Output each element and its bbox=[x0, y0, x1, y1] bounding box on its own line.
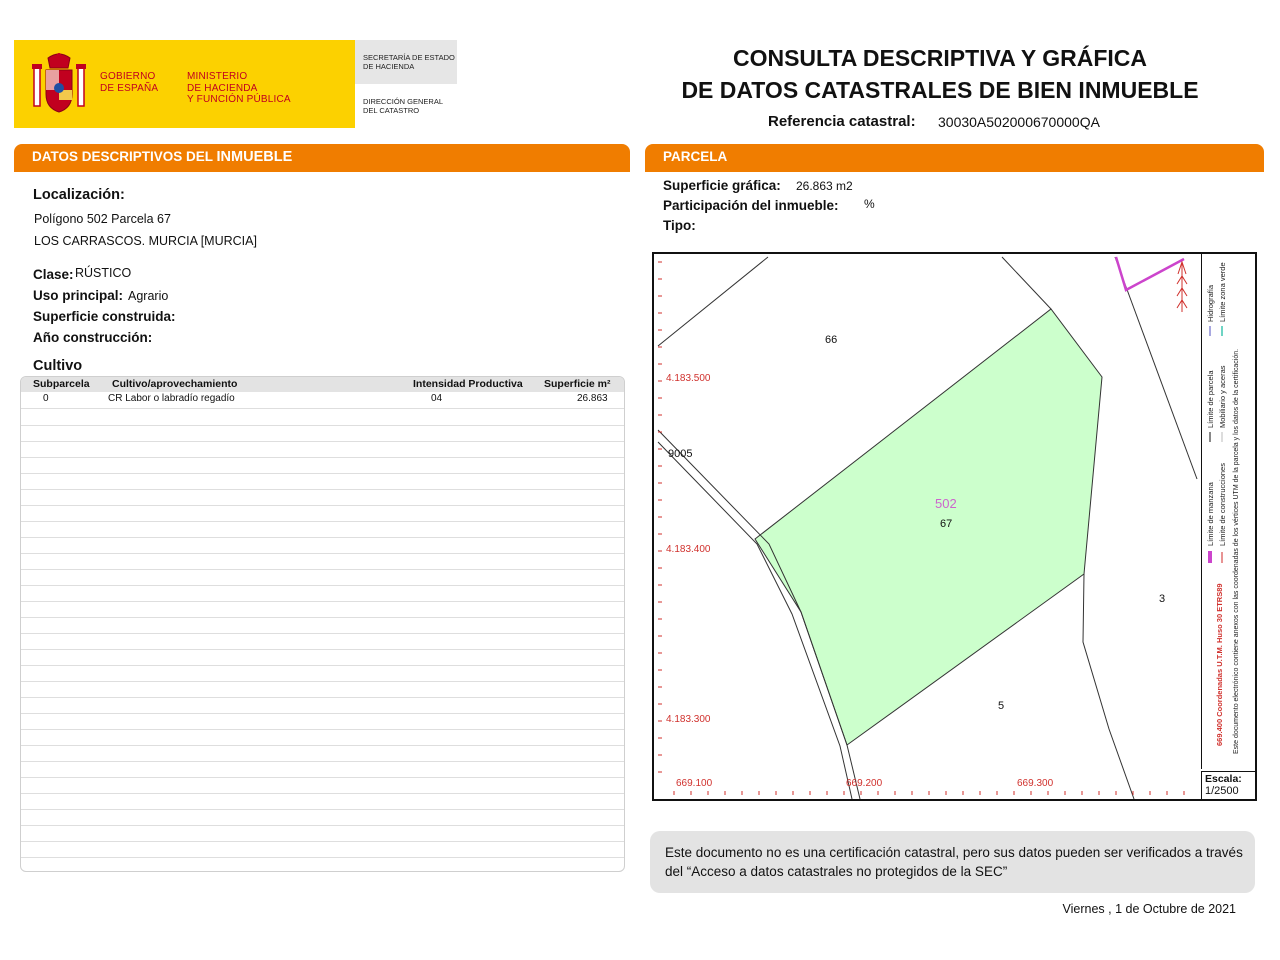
referencia-label: Referencia catastral: bbox=[768, 113, 916, 130]
referencia-value: 30030A502000670000QA bbox=[938, 114, 1100, 130]
table-row-empty bbox=[21, 713, 624, 730]
x-tick-label: 669.100 bbox=[676, 778, 713, 789]
participacion-value: % bbox=[864, 197, 875, 211]
gobierno-text: GOBIERNO DE ESPAÑA bbox=[100, 71, 159, 94]
boundary-line bbox=[1083, 574, 1134, 799]
col-intensidad: Intensidad Productiva bbox=[413, 378, 523, 390]
table-row-empty bbox=[21, 761, 624, 778]
parcela-header-rule bbox=[645, 170, 1264, 172]
table-row-empty bbox=[21, 745, 624, 762]
table-row-empty bbox=[21, 793, 624, 810]
table-row-empty bbox=[21, 809, 624, 826]
table-row-empty bbox=[21, 409, 624, 426]
map-drawing bbox=[654, 254, 1203, 799]
table-row-empty bbox=[21, 489, 624, 506]
x-tick-label: 669.200 bbox=[846, 778, 883, 789]
table-row-empty bbox=[21, 425, 624, 442]
table-row bbox=[21, 392, 624, 409]
y-tick-label: 4.183.400 bbox=[666, 544, 711, 555]
col-cultivo: Cultivo/aprovechamiento bbox=[112, 378, 238, 390]
legend-text: Hidrografía bbox=[1206, 284, 1215, 322]
cell-intensidad: 04 bbox=[431, 393, 443, 404]
parcel-label-67: 67 bbox=[940, 518, 953, 530]
col-subparcela: Subparcela bbox=[33, 378, 90, 390]
table-row-empty bbox=[21, 841, 624, 858]
uso-label: Uso principal: bbox=[33, 288, 124, 303]
localizacion-line1: Polígono 502 Parcela 67 bbox=[34, 212, 171, 226]
table-row-empty bbox=[21, 457, 624, 474]
table-row-empty bbox=[21, 505, 624, 522]
table-row-empty bbox=[21, 585, 624, 602]
table-row-empty bbox=[21, 777, 624, 794]
table-row-empty bbox=[21, 441, 624, 458]
table-row-empty bbox=[21, 601, 624, 618]
dependencia-block bbox=[355, 40, 457, 128]
poligono-label: 502 bbox=[935, 496, 957, 511]
localizacion-label: Localización: bbox=[33, 187, 125, 203]
cell-superficie: 26.863 bbox=[577, 393, 608, 404]
table-row-empty bbox=[21, 729, 624, 746]
anio-construccion-label: Año construcción: bbox=[33, 330, 153, 345]
notice-box bbox=[650, 831, 1255, 893]
y-tick-label: 4.183.300 bbox=[666, 714, 711, 725]
col-superficie: Superficie m² bbox=[544, 378, 611, 390]
north-arrow-icon bbox=[1177, 262, 1187, 312]
cadastral-map[interactable] bbox=[652, 252, 1257, 801]
localizacion-line2: LOS CARRASCOS. MURCIA [MURCIA] bbox=[34, 234, 257, 248]
table-row-empty bbox=[21, 521, 624, 538]
parcel-label-3: 3 bbox=[1159, 593, 1166, 605]
x-tick-label: 669.300 bbox=[1017, 778, 1054, 789]
cell-cultivo: CR Labor o labradío regadío bbox=[108, 393, 235, 404]
clase-label: Clase: bbox=[33, 267, 74, 282]
legend-text: 669.400 Coordenadas U.T.M. Huso 30 ETRS89 bbox=[1215, 583, 1224, 746]
notice-text: Este documento no es una certificación catastral, pero sus datos pueden ser verificados a través del “Acceso a datos catastrales no protegidos de la SEC” bbox=[665, 845, 1243, 879]
table-row-empty bbox=[21, 697, 624, 714]
table-row-empty bbox=[21, 537, 624, 554]
uso-value: Agrario bbox=[128, 289, 169, 303]
secretaria-text: SECRETARÍA DE ESTADO DE HACIENDA bbox=[363, 53, 455, 71]
escala-value: 1/2500 bbox=[1205, 785, 1239, 797]
legend-text: Mobiliario y aceras bbox=[1218, 365, 1227, 428]
table-row-empty bbox=[21, 665, 624, 682]
limite-manzana-swatch bbox=[1208, 551, 1212, 563]
table-row-empty bbox=[21, 569, 624, 586]
table-row-empty bbox=[21, 617, 624, 634]
table-row-empty bbox=[21, 857, 624, 872]
parcel-label-66: 66 bbox=[825, 334, 838, 346]
cultivo-table bbox=[20, 376, 625, 872]
tipo-label: Tipo: bbox=[663, 218, 696, 233]
parcela-section-header: PARCELA bbox=[645, 144, 1264, 170]
cell-subparcela: 0 bbox=[43, 393, 49, 404]
document-date: Viernes , 1 de Octubre de 2021 bbox=[1062, 902, 1236, 916]
map-legend bbox=[1201, 254, 1256, 769]
coat-of-arms-icon bbox=[28, 50, 90, 116]
legend-text: Este documento electrónico contiene anexos con las coordenadas de los vértices UTM de la parcela y los datos de la certificación. bbox=[1233, 348, 1240, 754]
y-tick-label: 4.183.500 bbox=[666, 373, 711, 384]
legend-text: Límite de parcela bbox=[1206, 370, 1215, 428]
clase-value: RÚSTICO bbox=[75, 266, 132, 280]
cultivo-label: Cultivo bbox=[33, 358, 83, 374]
superficie-grafica-label: Superficie gráfica: bbox=[663, 178, 781, 193]
superficie-construida-label: Superficie construida: bbox=[33, 309, 176, 324]
government-logo-band bbox=[14, 40, 355, 128]
table-row-empty bbox=[21, 473, 624, 490]
datos-header-rule bbox=[14, 170, 630, 172]
superficie-grafica-value: 26.863 m2 bbox=[796, 179, 853, 193]
table-row-empty bbox=[21, 553, 624, 570]
map-scale bbox=[1201, 771, 1256, 800]
table-row-empty bbox=[21, 633, 624, 650]
ministerio-text: MINISTERIO DE HACIENDA Y FUNCIÓN PÚBLICA bbox=[187, 71, 291, 105]
limite-manzana-mark bbox=[1116, 257, 1184, 290]
parcel-67-polygon bbox=[755, 309, 1102, 745]
cultivo-table-header bbox=[21, 377, 624, 392]
table-row-empty bbox=[21, 825, 624, 842]
legend-text: Límite de construcciones bbox=[1218, 463, 1227, 546]
table-row-empty bbox=[21, 649, 624, 666]
document-title: CONSULTA DESCRIPTIVA Y GRÁFICA DE DATOS CATASTRALES DE BIEN INMUEBLE bbox=[681, 45, 1199, 103]
boundary-line bbox=[1002, 257, 1051, 309]
parcel-label-5: 5 bbox=[998, 700, 1005, 712]
participacion-label: Participación del inmueble: bbox=[663, 198, 839, 213]
table-row-empty bbox=[21, 681, 624, 698]
legend-text: Límite de manzana bbox=[1206, 482, 1215, 546]
legend-text: Límite zona verde bbox=[1218, 262, 1227, 322]
boundary-line bbox=[658, 257, 768, 346]
datos-section-header: DATOS DESCRIPTIVOS DEL INMUEBLE bbox=[14, 144, 630, 170]
direccion-general-text: DIRECCIÓN GENERAL DEL CATASTRO bbox=[363, 97, 444, 115]
escala-label: Escala: bbox=[1205, 773, 1242, 785]
parcel-label-9005: 9005 bbox=[668, 448, 693, 460]
